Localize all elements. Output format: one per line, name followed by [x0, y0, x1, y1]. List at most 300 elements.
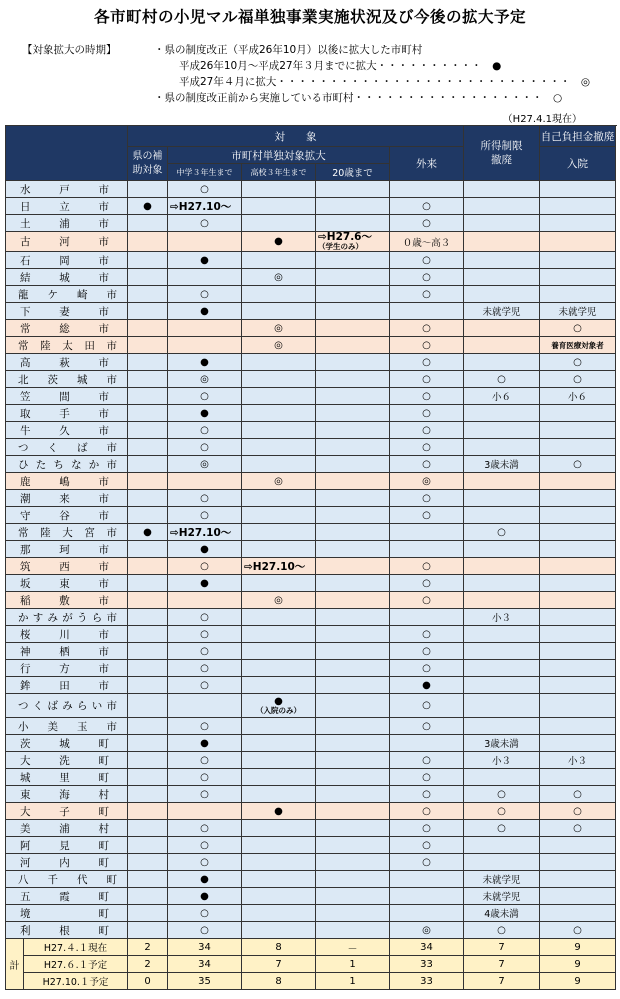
header-shotoku: 所得制限撤廃: [464, 126, 540, 181]
municipality-name: 下妻市: [6, 303, 128, 320]
cell-nyu: [540, 558, 616, 575]
cell-value: ●: [274, 236, 283, 247]
cell-value: ○: [200, 720, 209, 732]
municipality-name: 稲敷市: [6, 592, 128, 609]
cell-chu: [168, 524, 242, 541]
cell-nyu: [540, 694, 616, 718]
table-row: [6, 871, 616, 888]
legend-heading: 【対象拡大の時期】: [22, 44, 117, 56]
cell-kou: [242, 769, 316, 786]
cell-value: ○: [497, 822, 506, 834]
cell-chu: [168, 252, 242, 269]
cell-value: ●: [200, 890, 209, 902]
cell-value: ◎: [422, 475, 431, 487]
cell-value: ○: [200, 679, 209, 691]
cell-value: ○: [497, 373, 506, 385]
cell-kou: [242, 905, 316, 922]
cell-kou: [242, 592, 316, 609]
cell-value: ○: [422, 720, 431, 732]
cell-hat: [316, 320, 390, 337]
header-hatachi: 20歳まで: [316, 164, 390, 181]
cell-value: ●: [143, 526, 152, 538]
cell-hat: [316, 752, 390, 769]
cell-chu: [168, 473, 242, 490]
cell-hat: [316, 820, 390, 837]
cell-value: ○: [200, 492, 209, 504]
cell-hat: [316, 575, 390, 592]
cell-value: 4歳未満: [484, 909, 519, 920]
cell-value: ●: [200, 873, 209, 885]
cell-hat: [316, 626, 390, 643]
legend: [22, 42, 591, 106]
total-row-label: H27.10.１予定: [24, 973, 128, 990]
cell-value: ◎: [274, 271, 283, 283]
cell-chu: [168, 871, 242, 888]
total-sho: 34: [390, 939, 464, 956]
cell-value: ○: [422, 628, 431, 640]
table-row: [6, 371, 616, 388]
cell-value: ○: [573, 924, 582, 936]
cell-ken: [128, 473, 168, 490]
cell-value: ○: [200, 924, 209, 936]
cell-gai: [464, 786, 540, 803]
cell-sho: [390, 752, 464, 769]
cell-value: ○: [422, 805, 431, 817]
cell-sho: [390, 269, 464, 286]
cell-sho: [390, 439, 464, 456]
cell-nyu: [540, 388, 616, 405]
municipality-name: 守谷市: [6, 507, 128, 524]
table-row: [6, 837, 616, 854]
cell-value: ○: [200, 907, 209, 919]
cell-hat: [316, 888, 390, 905]
cell-kou: [242, 854, 316, 871]
cell-ken: [128, 422, 168, 439]
cell-chu: [168, 786, 242, 803]
status-table: [5, 125, 616, 990]
cell-ken: [128, 198, 168, 215]
cell-chu: [168, 803, 242, 820]
cell-nyu: [540, 337, 616, 354]
cell-nyu: [540, 786, 616, 803]
table-row: [6, 888, 616, 905]
cell-chu: [168, 609, 242, 626]
cell-ken: [128, 524, 168, 541]
cell-ken: [128, 752, 168, 769]
header-nyuin: 入院: [540, 147, 616, 181]
cell-gai: [464, 181, 540, 198]
municipality-name: 桜川市: [6, 626, 128, 643]
cell-sho: [390, 769, 464, 786]
table-row: [6, 252, 616, 269]
cell-gai: [464, 252, 540, 269]
table-row: [6, 786, 616, 803]
cell-sho: [390, 507, 464, 524]
legend-line-1: ・県の制度改正（平成26年10月）以後に拡大した市町村: [154, 44, 423, 56]
expansion-date: ⇨H27.6～: [318, 231, 372, 243]
cell-ken: [128, 871, 168, 888]
cell-hat: [316, 609, 390, 626]
cell-sho: [390, 837, 464, 854]
cell-value: ○: [573, 458, 582, 470]
cell-sho: [390, 337, 464, 354]
cell-value: ○: [200, 288, 209, 300]
cell-ken: [128, 252, 168, 269]
cell-hat: [316, 371, 390, 388]
cell-chu: [168, 439, 242, 456]
cell-kou: [242, 252, 316, 269]
cell-sho: [390, 286, 464, 303]
table-row: [6, 752, 616, 769]
cell-hat: [316, 718, 390, 735]
cell-gai: [464, 388, 540, 405]
cell-hat: [316, 232, 390, 252]
cell-ken: [128, 905, 168, 922]
cell-kou: [242, 405, 316, 422]
cell-value: ○: [497, 788, 506, 800]
cell-kou: [242, 303, 316, 320]
table-row: [6, 609, 616, 626]
cell-gai: [464, 473, 540, 490]
cell-kou: [242, 718, 316, 735]
cell-chu: [168, 677, 242, 694]
municipality-name: ひたちなか市: [6, 456, 128, 473]
cell-hat: [316, 643, 390, 660]
table-row: [6, 820, 616, 837]
cell-hat: [316, 694, 390, 718]
total-row-label: H27.６.１予定: [24, 956, 128, 973]
total-kou: 8: [242, 939, 316, 956]
cell-value: ○: [422, 217, 431, 229]
cell-kou: [242, 677, 316, 694]
cell-chu: [168, 354, 242, 371]
cell-gai: [464, 803, 540, 820]
cell-gai: [464, 422, 540, 439]
cell-value: ○: [573, 822, 582, 834]
cell-nyu: [540, 752, 616, 769]
municipality-name: 常陸大宮市: [6, 524, 128, 541]
total-hat: 1: [316, 956, 390, 973]
header-corner: [6, 126, 128, 181]
cell-chu: [168, 575, 242, 592]
table-row: [6, 422, 616, 439]
cell-ken: [128, 677, 168, 694]
cell-hat: [316, 252, 390, 269]
cell-gai: [464, 592, 540, 609]
cell-value: ○: [422, 577, 431, 589]
cell-value: ◎: [274, 339, 283, 351]
cell-kou: [242, 752, 316, 769]
cell-value: ○: [422, 788, 431, 800]
cell-nyu: [540, 422, 616, 439]
cell-hat: [316, 786, 390, 803]
cell-kou: [242, 439, 316, 456]
table-row: [6, 524, 616, 541]
cell-sho: [390, 181, 464, 198]
cell-hat: [316, 592, 390, 609]
cell-value: 3歳未満: [484, 460, 519, 471]
table-row: [6, 198, 616, 215]
cell-ken: [128, 215, 168, 232]
cell-value: ◎: [200, 458, 209, 470]
cell-gai: [464, 752, 540, 769]
cell-nyu: [540, 820, 616, 837]
legend-line-4: ・県の制度改正前から実施している市町村・・・・・・・・・・・・・・・・・・ ○: [154, 92, 563, 104]
cell-gai: [464, 626, 540, 643]
cell-kou: [242, 660, 316, 677]
cell-chu: [168, 694, 242, 718]
cell-gai: [464, 215, 540, 232]
cell-chu: [168, 405, 242, 422]
cell-hat: [316, 405, 390, 422]
municipality-name: かすみがうら市: [6, 609, 128, 626]
cell-kou: [242, 422, 316, 439]
municipality-name: 東海村: [6, 786, 128, 803]
page-title: 各市町村の小児マル福単独事業実施状況及び今後の拡大予定: [93, 8, 526, 26]
cell-kou: [242, 626, 316, 643]
cell-value: ○: [200, 441, 209, 453]
cell-kou: [242, 320, 316, 337]
municipality-name: 大洗町: [6, 752, 128, 769]
cell-chu: [168, 837, 242, 854]
cell-ken: [128, 609, 168, 626]
cell-nyu: [540, 735, 616, 752]
cell-value: ●: [422, 679, 431, 691]
cell-kou: [242, 786, 316, 803]
table-row: [6, 626, 616, 643]
cell-nyu: [540, 354, 616, 371]
cell-value: ○: [200, 839, 209, 851]
cell-value: 未就学児: [482, 892, 521, 903]
cell-sho: [390, 677, 464, 694]
cell-gai: [464, 354, 540, 371]
cell-sho: [390, 405, 464, 422]
table-row: [6, 541, 616, 558]
cell-sho: [390, 643, 464, 660]
total-label: 計: [6, 939, 24, 990]
cell-value: ○: [422, 200, 431, 212]
cell-value: ○: [422, 645, 431, 657]
total-row: [6, 956, 616, 973]
cell-value: ○: [200, 183, 209, 195]
cell-kou: [242, 820, 316, 837]
cell-sho: [390, 871, 464, 888]
municipality-name: 五霞町: [6, 888, 128, 905]
cell-ken: [128, 803, 168, 820]
total-chu: 35: [168, 973, 242, 990]
table-row: [6, 905, 616, 922]
cell-value: ○: [497, 924, 506, 936]
cell-ken: [128, 786, 168, 803]
cell-gai: [464, 303, 540, 320]
municipality-name: 日立市: [6, 198, 128, 215]
cell-value: 小３: [568, 756, 588, 767]
table-row: [6, 181, 616, 198]
cell-value: ○: [422, 771, 431, 783]
cell-ken: [128, 320, 168, 337]
cell-chu: [168, 735, 242, 752]
cell-hat: [316, 769, 390, 786]
cell-sho: [390, 354, 464, 371]
cell-nyu: [540, 609, 616, 626]
cell-kou: [242, 354, 316, 371]
cell-gai: [464, 769, 540, 786]
cell-value: ○: [422, 509, 431, 521]
cell-sho: [390, 718, 464, 735]
cell-kou: [242, 473, 316, 490]
total-nyu: 9: [540, 956, 616, 973]
cell-value: ○: [573, 373, 582, 385]
cell-kou: [242, 524, 316, 541]
cell-sho: [390, 786, 464, 803]
cell-sho: [390, 320, 464, 337]
table-row: [6, 232, 616, 252]
cell-gai: [464, 854, 540, 871]
municipality-name: 神栖市: [6, 643, 128, 660]
cell-chu: [168, 337, 242, 354]
municipality-name: 鹿嶋市: [6, 473, 128, 490]
cell-kou: [242, 507, 316, 524]
total-gai: 7: [464, 939, 540, 956]
cell-value: ○: [422, 662, 431, 674]
cell-nyu: [540, 905, 616, 922]
municipality-name: 美浦村: [6, 820, 128, 837]
total-sho: 33: [390, 956, 464, 973]
cell-sho: [390, 252, 464, 269]
cell-chu: [168, 558, 242, 575]
expansion-date: ⇨H27.10～: [170, 200, 232, 213]
cell-nyu: [540, 677, 616, 694]
table-row: [6, 558, 616, 575]
cell-value: ○: [422, 754, 431, 766]
table-row: [6, 337, 616, 354]
cell-value: ◎: [200, 373, 209, 385]
municipality-name: 結城市: [6, 269, 128, 286]
cell-gai: [464, 198, 540, 215]
cell-chu: [168, 643, 242, 660]
cell-gai: [464, 232, 540, 252]
municipality-name: 取手市: [6, 405, 128, 422]
cell-value: ０歳～高３: [402, 237, 451, 249]
cell-value: ○: [422, 458, 431, 470]
cell-hat: [316, 871, 390, 888]
cell-chu: [168, 820, 242, 837]
cell-value: 養育医療対象者: [551, 340, 604, 350]
cell-ken: [128, 337, 168, 354]
cell-ken: [128, 303, 168, 320]
cell-value: 小３: [492, 756, 512, 767]
municipality-name: 常陸太田市: [6, 337, 128, 354]
cell-nyu: [540, 592, 616, 609]
cell-sho: [390, 198, 464, 215]
cell-value: ○: [422, 373, 431, 385]
cell-kou: [242, 181, 316, 198]
cell-ken: [128, 541, 168, 558]
municipality-name: 河内町: [6, 854, 128, 871]
header-gairai: 外来: [390, 147, 464, 181]
cell-chu: [168, 490, 242, 507]
cell-chu: [168, 388, 242, 405]
cell-hat: [316, 922, 390, 939]
cell-kou: [242, 871, 316, 888]
cell-gai: [464, 922, 540, 939]
cell-value: ○: [200, 662, 209, 674]
as-of-date: （H27.4.1現在）: [502, 114, 582, 125]
cell-gai: [464, 269, 540, 286]
cell-nyu: [540, 215, 616, 232]
cell-value: ○: [200, 560, 209, 572]
cell-nyu: [540, 473, 616, 490]
cell-kou: [242, 735, 316, 752]
cell-sho: [390, 541, 464, 558]
cell-sho: [390, 626, 464, 643]
cell-hat: [316, 905, 390, 922]
municipality-name: 北茨城市: [6, 371, 128, 388]
cell-value: ○: [422, 822, 431, 834]
cell-hat: [316, 558, 390, 575]
table-row: [6, 439, 616, 456]
cell-nyu: [540, 541, 616, 558]
cell-chu: [168, 922, 242, 939]
total-nyu: 9: [540, 939, 616, 956]
cell-sho: [390, 524, 464, 541]
municipality-name: 土浦市: [6, 215, 128, 232]
municipality-name: 坂東市: [6, 575, 128, 592]
cell-ken: [128, 405, 168, 422]
cell-value: 3歳未満: [484, 739, 519, 750]
cell-sho: [390, 922, 464, 939]
cell-hat: [316, 507, 390, 524]
cell-nyu: [540, 660, 616, 677]
cell-value: ○: [497, 526, 506, 538]
cell-hat: [316, 854, 390, 871]
cell-chu: [168, 198, 242, 215]
total-ken: 2: [128, 939, 168, 956]
municipality-name: 茨城町: [6, 735, 128, 752]
total-hat: －: [316, 939, 390, 956]
cell-chu: [168, 769, 242, 786]
cell-chu: [168, 888, 242, 905]
cell-gai: [464, 609, 540, 626]
cell-nyu: [540, 252, 616, 269]
cell-chu: [168, 371, 242, 388]
cell-chu: [168, 320, 242, 337]
table-body: [6, 181, 616, 990]
cell-kou: [242, 269, 316, 286]
cell-kou: [242, 456, 316, 473]
cell-hat: [316, 735, 390, 752]
cell-kou: [242, 922, 316, 939]
cell-sho: [390, 803, 464, 820]
cell-value: ●: [143, 200, 152, 212]
cell-sho: [390, 735, 464, 752]
cell-value: ●: [274, 695, 283, 707]
cell-ken: [128, 286, 168, 303]
total-chu: 34: [168, 956, 242, 973]
cell-nyu: [540, 232, 616, 252]
cell-value: ○: [422, 594, 431, 606]
cell-kou: [242, 388, 316, 405]
municipality-name: 利根町: [6, 922, 128, 939]
municipality-name: 筑西市: [6, 558, 128, 575]
cell-nyu: [540, 837, 616, 854]
cell-ken: [128, 769, 168, 786]
cell-kou: [242, 198, 316, 215]
cell-chu: [168, 905, 242, 922]
cell-hat: [316, 456, 390, 473]
cell-ken: [128, 837, 168, 854]
cell-sho: [390, 371, 464, 388]
